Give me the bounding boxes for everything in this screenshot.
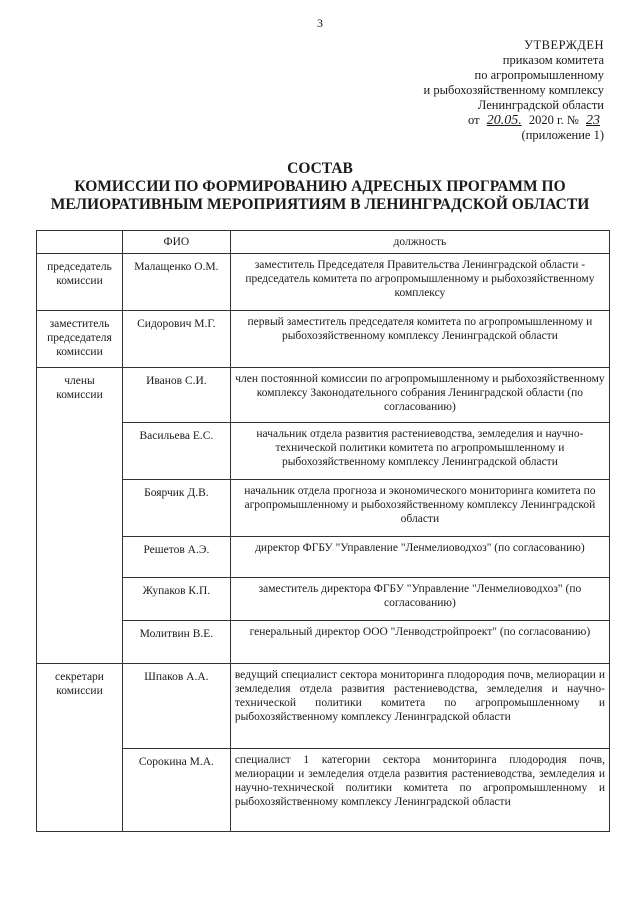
row-name: Васильева Е.С. bbox=[122, 423, 230, 480]
table-row bbox=[37, 311, 610, 368]
table-row bbox=[37, 578, 610, 621]
approval-stamp bbox=[364, 38, 604, 143]
row-role: заместитель председателя комиссии bbox=[37, 311, 123, 368]
table-row bbox=[37, 423, 610, 480]
date-prefix: от bbox=[468, 113, 480, 127]
row-position: генеральный директор ООО "Ленводстройпроект" (по согласованию) bbox=[230, 621, 609, 664]
row-position: директор ФГБУ "Управление "Ленмелиоводхоз" (по согласованию) bbox=[230, 537, 609, 578]
row-position: ведущий специалист сектора мониторинга плодородия почв, мелиорации и земледелия отдела развития растениеводства, земледелия и научно-технической политики комитета по агропромышленному и рыбохозяйственному комплексу Ленинградской области bbox=[230, 664, 609, 749]
title-line-3: МЕЛИОРАТИВНЫМ МЕРОПРИЯТИЯМ В ЛЕНИНГРАДСКОЙ ОБЛАСТИ bbox=[50, 196, 590, 213]
header-name: ФИО bbox=[122, 231, 230, 254]
row-position: заместитель Председателя Правительства Ленинградской области - председатель комитета по агропромышленному и рыбохозяйственному комплексу bbox=[230, 254, 609, 311]
table-row bbox=[37, 537, 610, 578]
row-name: Молитвин В.Е. bbox=[122, 621, 230, 664]
commission-table bbox=[36, 230, 610, 832]
row-position: заместитель директора ФГБУ "Управление "Ленмелиоводхоз" (по согласованию) bbox=[230, 578, 609, 621]
table-row bbox=[37, 480, 610, 537]
row-name: Жупаков К.П. bbox=[122, 578, 230, 621]
table-header-row bbox=[37, 231, 610, 254]
table-row bbox=[37, 621, 610, 664]
approval-date-line bbox=[364, 113, 604, 128]
title-line-1: СОСТАВ bbox=[287, 160, 353, 177]
appendix-note: (приложение 1) bbox=[521, 128, 604, 142]
row-position: специалист 1 категории сектора мониторинга плодородия почв, мелиорации и земледелия отдела развития растениеводства, земледелия и научно-технической политики комитета по агропромышленному и рыбохозяйственному комплексу Ленинградской области bbox=[230, 749, 609, 832]
row-name: Малащенко О.М. bbox=[122, 254, 230, 311]
page-number: 3 bbox=[317, 16, 323, 30]
approval-line-4: Ленинградской области bbox=[477, 98, 604, 112]
header-position: должность bbox=[230, 231, 609, 254]
handwritten-date: 20.05. bbox=[486, 113, 522, 128]
row-role: председатель комиссии bbox=[37, 254, 123, 311]
row-name: Сорокина М.А. bbox=[122, 749, 230, 832]
approval-line-1: приказом комитета bbox=[502, 53, 604, 67]
approval-heading: УТВЕРЖДЕН bbox=[524, 38, 604, 52]
approval-line-3: и рыбохозяйственному комплексу bbox=[423, 83, 604, 97]
row-role: секретари комиссии bbox=[37, 664, 123, 832]
title-line-2: КОМИССИИ ПО ФОРМИРОВАНИЮ АДРЕСНЫХ ПРОГРАММ ПО bbox=[74, 178, 566, 195]
table-row bbox=[37, 749, 610, 832]
table-row bbox=[37, 254, 610, 311]
table-row bbox=[37, 664, 610, 749]
row-name: Иванов С.И. bbox=[122, 368, 230, 423]
row-name: Решетов А.Э. bbox=[122, 537, 230, 578]
row-name: Боярчик Д.В. bbox=[122, 480, 230, 537]
row-name: Сидорович М.Г. bbox=[122, 311, 230, 368]
row-name: Шпаков А.А. bbox=[122, 664, 230, 749]
table-row bbox=[37, 368, 610, 423]
approval-line-2: по агропромышленному bbox=[474, 68, 604, 82]
document-title bbox=[30, 160, 610, 214]
handwritten-number: 23 bbox=[586, 113, 600, 128]
row-role: члены комиссии bbox=[37, 368, 123, 664]
row-position: первый заместитель председателя комитета по агропромышленному и рыбохозяйственному комплексу Ленинградской области bbox=[230, 311, 609, 368]
row-position: член постоянной комиссии по агропромышленному и рыбохозяйственному комплексу Законодательного собрания Ленинградской области (по согласованию) bbox=[230, 368, 609, 423]
row-position: начальник отдела прогноза и экономического мониторинга комитета по агропромышленному и рыбохозяйственному комплексу Ленинградской области bbox=[230, 480, 609, 537]
row-position: начальник отдела развития растениеводства, земледелия и научно-технической политики комитета по агропромышленному и рыбохозяйственному комплексу Ленинградской области bbox=[230, 423, 609, 480]
header-role bbox=[37, 231, 123, 254]
year-text: 2020 г. № bbox=[528, 113, 579, 127]
